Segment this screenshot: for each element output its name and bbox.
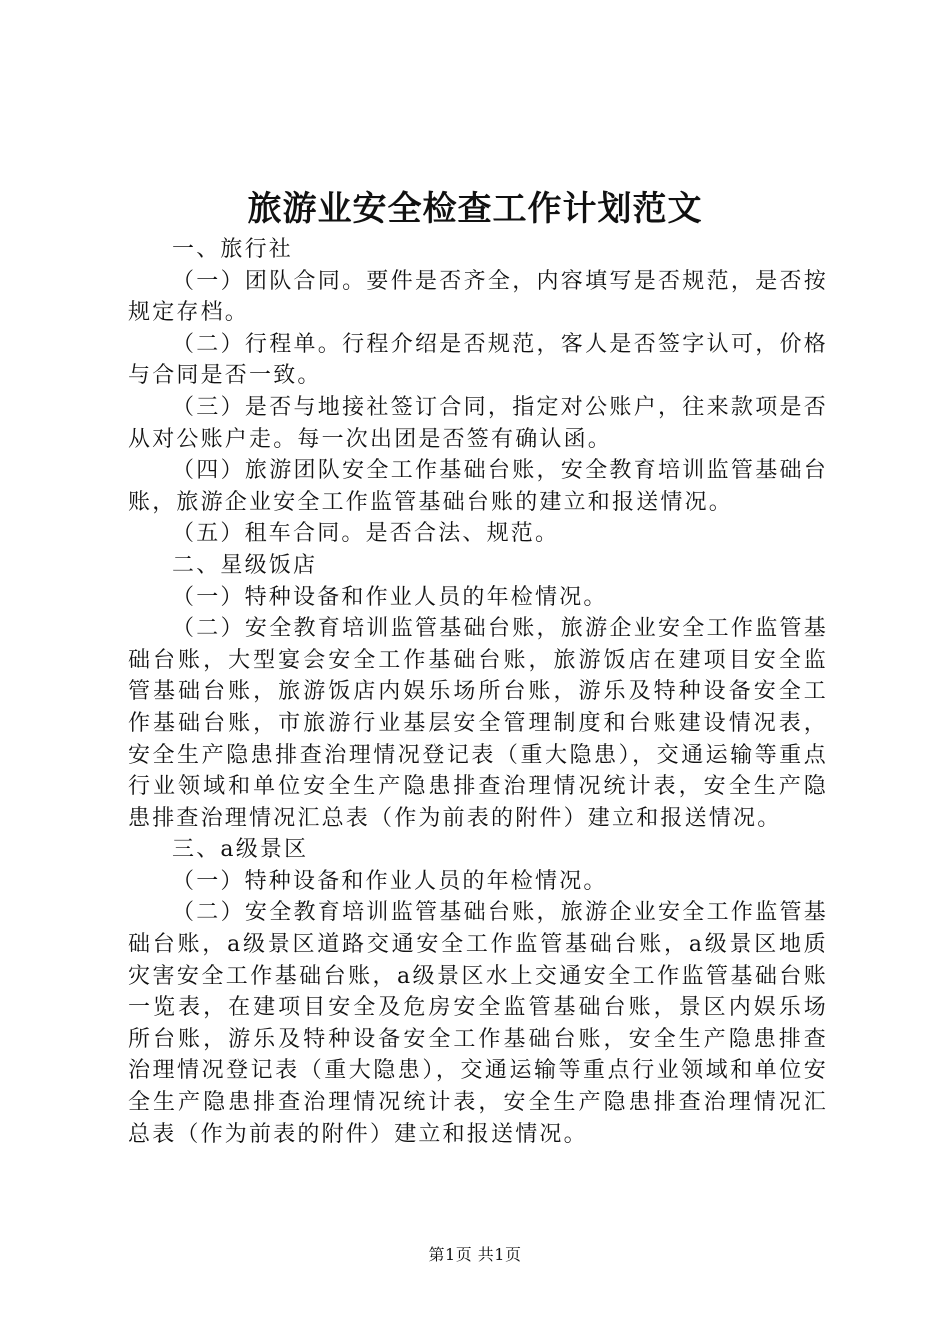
section-heading-a-level-scenic-area: 三、a级景区 <box>172 837 309 863</box>
paragraph: （一）特种设备和作业人员的年检情况。 <box>172 868 608 894</box>
section-heading-star-hotel: 二、星级饭店 <box>172 552 318 578</box>
paragraph: （二）安全教育培训监管基础台账，旅游企业安全工作监管基础台账，大型宴会安全工作基础台账，旅游饭店在建项目安全监管基础台账，旅游饭店内娱乐场所台账，游乐及特种设备安全工作基础台账，市旅游行业基层安全管理制度和台账建设情况表，安全生产隐患排查治理情况登记表（重大隐患），交通运输等重点行业领域和单位安全生产隐患排查治理情况统计表，安全生产隐患排查治理情况汇总表（作为前表的附件）建立和报送情况。 <box>128 616 828 831</box>
paragraph: （一）特种设备和作业人员的年检情况。 <box>172 584 608 610</box>
document-body <box>128 234 828 1150</box>
page-footer: 第1页 共1页 <box>428 1245 522 1264</box>
paragraph: （四）旅游团队安全工作基础台账，安全教育培训监管基础台账，旅游企业安全工作监管基础台账的建立和报送情况。 <box>128 458 828 515</box>
paragraph: （五）租车合同。是否合法、规范。 <box>172 521 560 547</box>
section-heading-travel-agency: 一、旅行社 <box>172 237 294 262</box>
paragraph: （二）安全教育培训监管基础台账，旅游企业安全工作监管基础台账，a级景区道路交通安全工作监管基础台账，a级景区地质灾害安全工作基础台账，a级景区水上交通安全工作监管基础台账一览表，在建项目安全及危房安全监管基础台账，景区内娱乐场所台账，游乐及特种设备安全工作基础台账，安全生产隐患排查治理情况登记表（重大隐患），交通运输等重点行业领域和单位安全生产隐患排查治理情况统计表，安全生产隐患排查治理情况汇总表（作为前表的附件）建立和报送情况。 <box>128 900 828 1147</box>
document-title: 旅游业安全检查工作计划范文 <box>247 189 703 229</box>
paragraph: （一）团队合同。要件是否齐全，内容填写是否规范，是否按规定存档。 <box>128 268 828 326</box>
paragraph: （二）行程单。行程介绍是否规范，客人是否签字认可，价格与合同是否一致。 <box>128 331 828 389</box>
paragraph: （三）是否与地接社签订合同，指定对公账户，往来款项是否从对公账户走。每一次出团是否签有确认函。 <box>128 394 828 452</box>
